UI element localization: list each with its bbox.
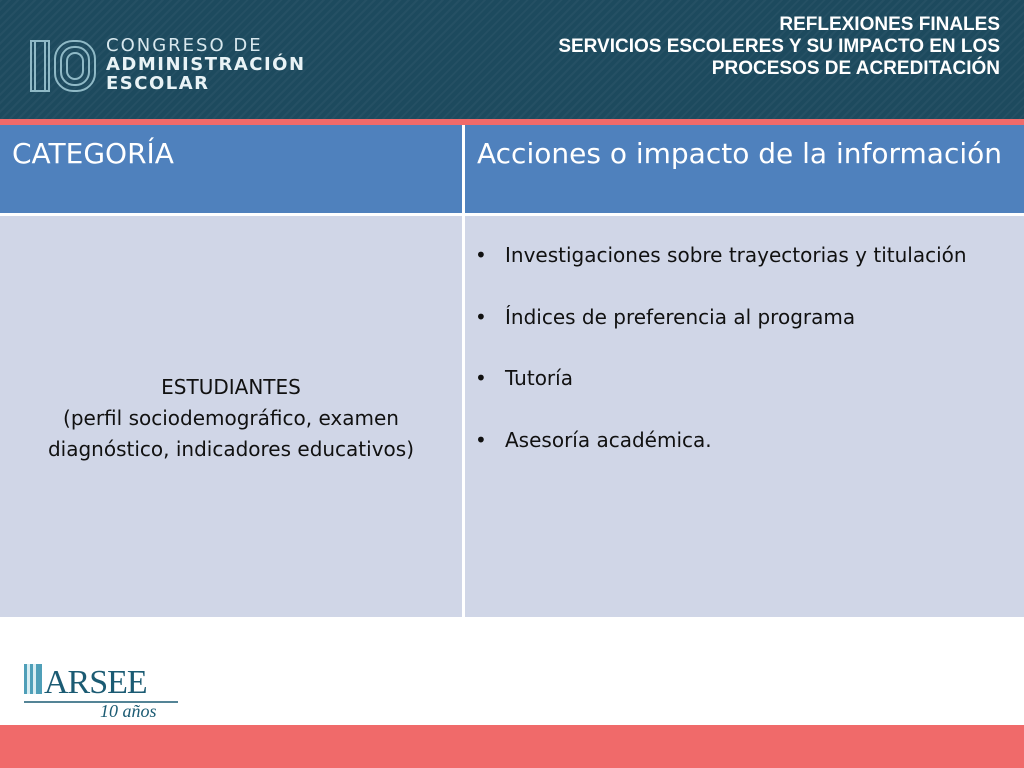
table-header-category [0,125,462,213]
category-cell [0,216,462,617]
bullet-icon: • [475,243,487,267]
category-line-1: ESTUDIANTES [161,375,301,399]
actions-cell [465,216,1024,617]
category-text [0,372,462,465]
logo-line-3: ESCOLAR [106,73,210,94]
arsee-logo-subtext: 10 años [100,701,157,720]
category-line-3: diagnóstico, indicadores educativos) [47,437,415,461]
category-table [0,125,1024,617]
action-text: Índices de preferencia al programa [505,304,856,329]
title-line-1: REFLEXIONES FINALES [779,14,1000,35]
list-item [475,243,967,305]
list-item [475,427,967,490]
footer-accent-band [0,725,1024,768]
congress-10-logo-icon [30,40,96,92]
action-text: Tutoría [505,366,573,390]
bullet-icon: • [475,427,487,452]
category-line-2: (perfil sociodemográfico, examen [63,406,399,430]
congress-logo-text [106,36,306,93]
header-category-label: CATEGORÍA [12,137,174,170]
header-banner [0,0,1024,119]
bullet-icon: • [475,366,487,390]
bullet-icon: • [475,304,487,329]
title-line-3: PROCESOS DE ACREDITACIÓN [711,58,1000,79]
actions-list [475,243,967,489]
action-text: Asesoría académica. [505,427,712,452]
logo-line-1: CONGRESO DE [106,35,263,56]
arsee-logo-icon [22,660,182,720]
action-text: Investigaciones sobre trayectorias y titulación [505,243,967,267]
slide-title [400,14,1000,80]
header-actions-label: Acciones o impacto de la información [477,137,1002,170]
title-line-2: SERVICIOS ESCOLERES Y SU IMPACTO EN LOS [558,36,1000,57]
table-header-actions [465,125,1024,213]
list-item [475,304,967,367]
list-item [475,366,967,428]
logo-line-2: ADMINISTRACIÓN [106,54,306,75]
arsee-logo-text: ARSEE [44,664,147,701]
